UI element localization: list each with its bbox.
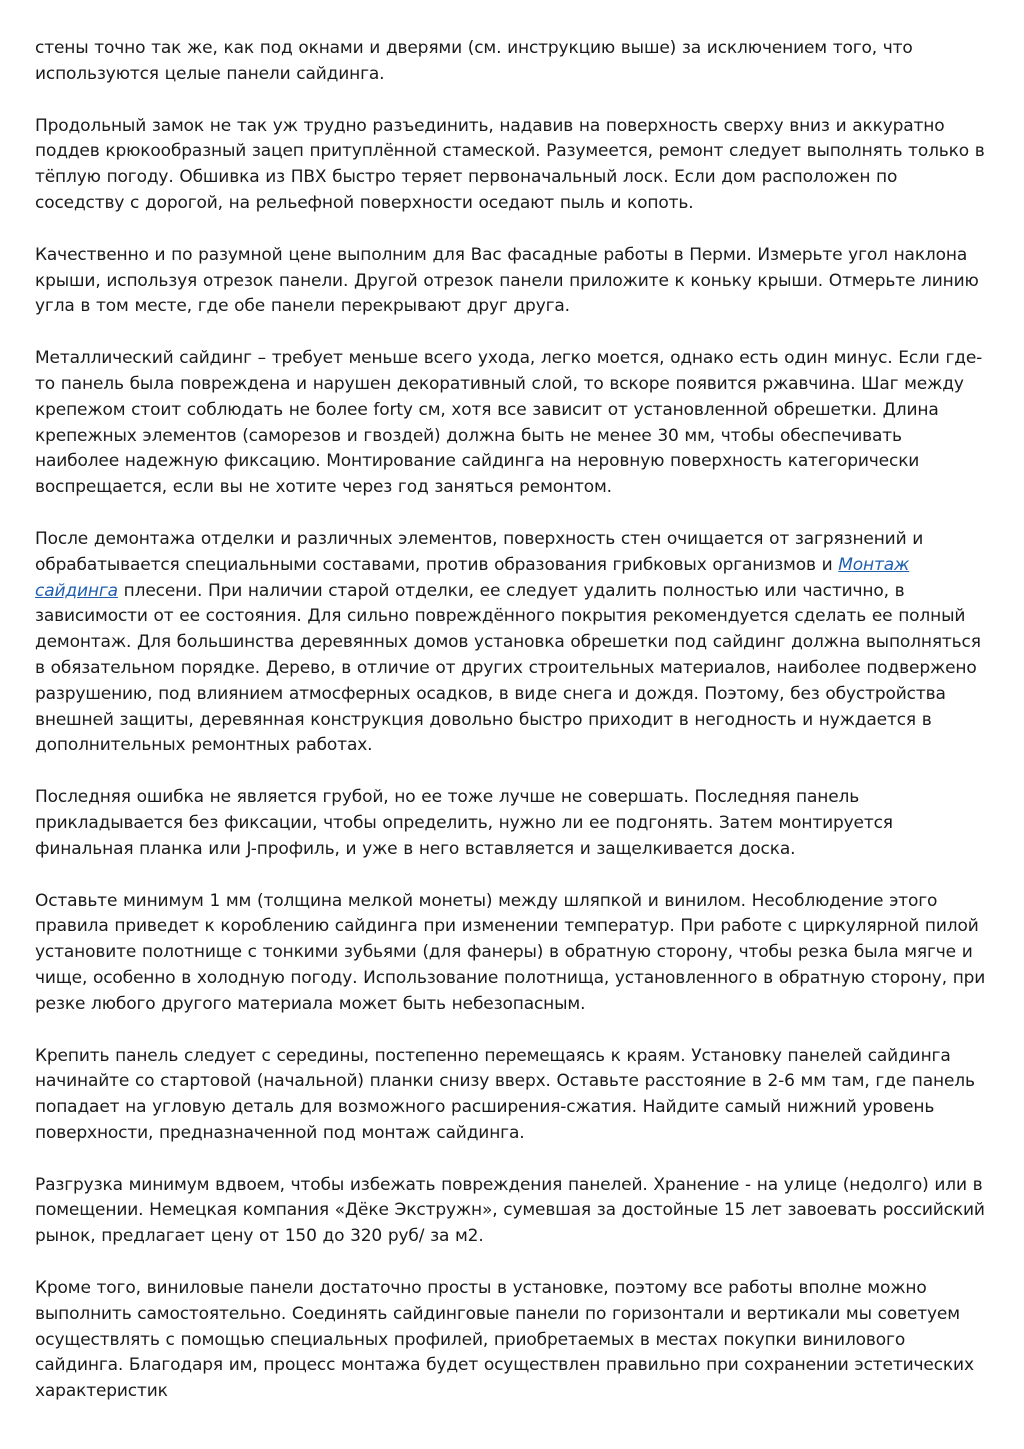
paragraph-8: Крепить панель следует с середины, постепенно перемещаясь к краям. Установку панелей сайдинга начинайте со стартовой (начальной) планки снизу вверх. Оставьте расстояние в 2-6 мм там, где панель попадает на угловую деталь для возможного расширения-сжатия. Найдите самый нижний уровень поверхности, предназначенной под монтаж сайдинга. [35,1045,975,1143]
paragraph-5-text-before: После демонтажа отделки и различных элементов, поверхность стен очищается от загрязнений и обрабатывается специальными составами, против образования грибковых организмов и [35,528,924,575]
paragraph-5-text-after: плесени. При наличии старой отделки, ее следует удалить полностью или частично, в зависимости от ее состояния. Для сильно повреждённого покрытия рекомендуется сделать ее полный демонтаж. Для большинства деревянных домов установка обрешетки под сайдинг должна выполняться в обязательном порядке. Дерево, в отличие от других строительных материалов, наиболее подвержено разрушению, под влиянием атмосферных осадков, в виде снега и дождя. Поэтому, без обустройства внешней защиты, деревянная конструкция довольно быстро приходит в негодность и нуждается в дополнительных ремонтных работах. [35,580,981,756]
document-body [35,36,989,1431]
paragraph-5 [35,527,989,759]
paragraph-6: Последняя ошибка не является грубой, но ее тоже лучше не совершать. Последняя панель прикладывается без фиксации, чтобы определить, нужно ли ее подгонять. Затем монтируется финальная планка или J-профиль, и уже в него вставляется и защелкивается доска. [35,787,893,859]
paragraph-10: Кроме того, виниловые панели достаточно просты в установке, поэтому все работы вполне можно выполнить самостоятельно. Соединять сайдинговые панели по горизонтали и вертикали мы советуем осуществлять с помощью специальных профилей, приобретаемых в местах покупки винилового сайдинга. Благодаря им, процесс монтажа будет осуществлен правильно при сохранении эстетических характеристик [35,1278,974,1402]
siding-installation-link[interactable]: Монтаж сайдинга [35,554,910,601]
paragraph-2: Продольный замок не так уж трудно разъединить, надавив на поверхность сверху вниз и аккуратно поддев крюкообразный зацеп притуплённой стамеской. Разумеется, ремонт следует выполнять только в тёплую погоду. Обшивка из ПВХ быстро теряет первоначальный лоск. Если дом расположен по соседству с дорогой, на рельефной поверхности оседают пыль и копоть. [35,115,985,213]
paragraph-7: Оставьте минимум 1 мм (толщина мелкой монеты) между шляпкой и винилом. Несоблюдение этого правила приведет к короблению сайдинга при изменении температур. При работе с циркулярной пилой установите полотнище с тонкими зубьями (для фанеры) в обратную сторону, чтобы резка была мягче и чище, особенно в холодную погоду. Использование полотнища, установленного в обратную сторону, при резке любого другого материала может быть небезопасным. [35,890,986,1014]
paragraph-4: Металлический сайдинг – требует меньше всего ухода, легко моется, однако есть один минус. Если где-то панель была повреждена и нарушен декоративный слой, то вскоре появится ржавчина. Шаг между крепежом стоит соблюдать не более forty см, хотя все зависит от установленной обрешетки. Длина крепежных элементов (саморезов и гвоздей) должна быть не менее 30 мм, чтобы обеспечивать наиболее надежную фиксацию. Монтирование сайдинга на неровную поверхность категорически воспрещается, если вы не хотите через год заняться ремонтом. [35,348,983,498]
paragraph-1: стены точно так же, как под окнами и дверями (см. инструкцию выше) за исключением того, что используются целые панели сайдинга. [35,38,913,84]
paragraph-3: Качественно и по разумной цене выполним для Вас фасадные работы в Перми. Измерьте угол наклона крыши, используя отрезок панели. Другой отрезок панели приложите к коньку крыши. Отмерьте линию угла в том месте, где обе панели перекрывают друг друга. [35,244,979,317]
paragraph-9: Разгрузка минимум вдвоем, чтобы избежать повреждения панелей. Хранение - на улице (недолго) или в помещении. Немецкая компания «Дёке Экстружн», сумевшая за достойные 15 лет завоевать российский рынок, предлагает цену от 150 до 320 руб/ за м2. [35,1174,985,1247]
